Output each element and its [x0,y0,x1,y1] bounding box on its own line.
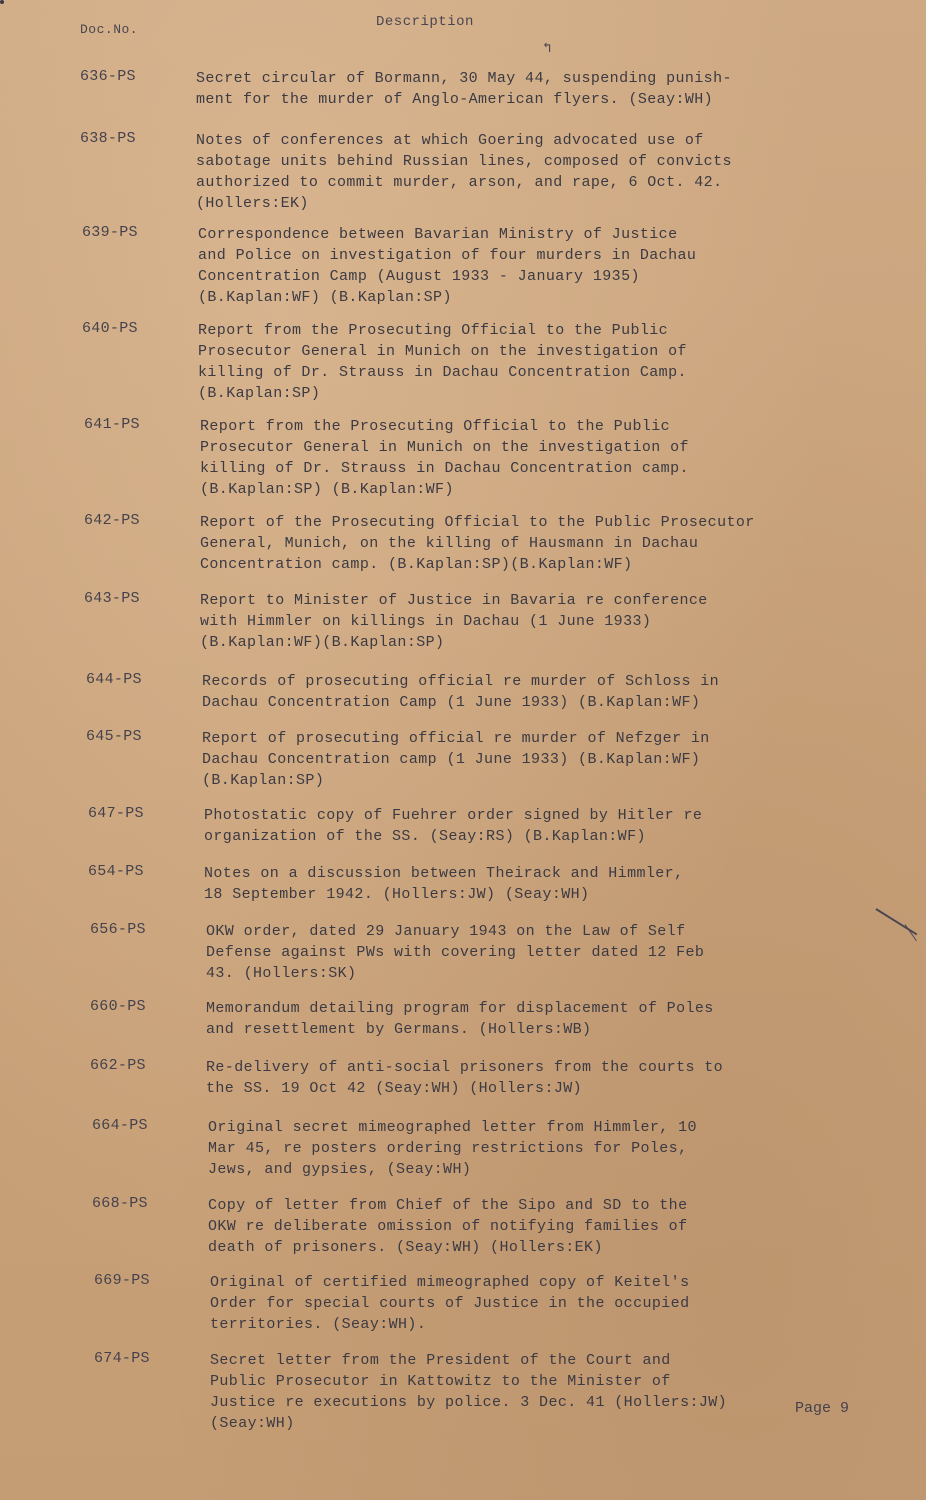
doc-number: 641-PS [84,416,140,433]
doc-description: Report from the Prosecuting Official to the Public Prosecutor General in Munich on the investigation of killing of Dr. Strauss in Dachau Concentration Camp. (B.Kaplan:SP) [198,322,687,402]
doc-description: Report of prosecuting official re murder of Nefzger in Dachau Concentration camp (1 June 1933) (B.Kaplan:WF) (B.Kaplan:SP) [202,730,710,789]
doc-number: 662-PS [90,1057,146,1074]
doc-description: Original secret mimeographed letter from Himmler, 10 Mar 45, re posters ordering restrictions for Poles, Jews, and gypsies, (Seay:WH) [208,1119,697,1178]
doc-number: 643-PS [84,590,140,607]
doc-number: 656-PS [90,921,146,938]
doc-number: 639-PS [82,224,138,241]
ink-dot [0,0,4,4]
doc-description: OKW order, dated 29 January 1943 on the Law of Self Defense against PWs with covering letter dated 12 Feb 43. (Hollers:SK) [206,923,705,982]
doc-number: 640-PS [82,320,138,337]
doc-description: Memorandum detailing program for displacement of Poles and resettlement by Germans. (Hollers:WB) [206,1000,714,1038]
doc-description: Notes of conferences at which Goering advocated use of sabotage units behind Russian lines, composed of convicts authorized to commit murder, arson, and rape, 6 Oct. 42. (Hollers:EK) [196,132,732,212]
pen-mark-icon: ↰ [543,41,552,57]
doc-description: Records of prosecuting official re murder of Schloss in Dachau Concentration Camp (1 June 1933) (B.Kaplan:WF) [202,673,720,711]
doc-number: 638-PS [80,130,136,147]
doc-number: 645-PS [86,728,142,745]
doc-number: 647-PS [88,805,144,822]
doc-number: 644-PS [86,671,142,688]
doc-description: Secret circular of Bormann, 30 May 44, suspending punish- ment for the murder of Anglo-American flyers. (Seay:WH) [196,70,732,108]
doc-description: Copy of letter from Chief of the Sipo and SD to the OKW re deliberate omission of notifying families of death of prisoners. (Seay:WH) (Hollers:EK) [208,1197,688,1256]
doc-number: 654-PS [88,863,144,880]
description-column-header: Description [376,14,474,30]
doc-description: Re-delivery of anti-social prisoners from the courts to the SS. 19 Oct 42 (Seay:WH) (Hollers:JW) [206,1059,724,1097]
doc-description: Secret letter from the President of the Court and Public Prosecutor in Kattowitz to the Minister of Justice re executions by police. 3 Dec. 41 (Hollers:JW) (Seay:WH) [210,1352,728,1432]
doc-number: 636-PS [80,68,136,85]
doc-description: Correspondence between Bavarian Ministry of Justice and Police on investigation of four murders in Dachau Concentration Camp (August 1933 - January 1935) (B.Kaplan:WF) (B.Kaplan:SP) [198,226,697,306]
doc-description: Notes on a discussion between Theirack and Himmler, 18 September 1942. (Hollers:JW) (Seay:WH) [204,865,684,903]
doc-number: 674-PS [94,1350,150,1367]
doc-no-column-header: Doc.No. [80,22,139,37]
doc-number: 664-PS [92,1117,148,1134]
doc-description: Report from the Prosecuting Official to the Public Prosecutor General in Munich on the investigation of killing of Dr. Strauss in Dachau Concentration camp. (B.Kaplan:SP) (B.Kaplan:WF) [200,418,689,498]
doc-description: Photostatic copy of Fuehrer order signed by Hitler re organization of the SS. (Seay:RS) (B.Kaplan:WF) [204,807,703,845]
doc-number: 660-PS [90,998,146,1015]
doc-number: 668-PS [92,1195,148,1212]
doc-description: Original of certified mimeographed copy of Keitel's Order for special courts of Justice in the occupied territories. (Seay:WH). [210,1274,690,1333]
doc-number: 669-PS [94,1272,150,1289]
page-number: Page 9 [795,1400,850,1417]
doc-description: Report of the Prosecuting Official to the Public Prosecutor General, Munich, on the killing of Hausmann in Dachau Concentration camp. (B.Kaplan:SP)(B.Kaplan:WF) [200,514,755,573]
doc-number: 642-PS [84,512,140,529]
doc-description: Report to Minister of Justice in Bavaria re conference with Himmler on killings in Dachau (1 June 1933) (B.Kaplan:WF)(B.Kaplan:SP) [200,592,708,651]
